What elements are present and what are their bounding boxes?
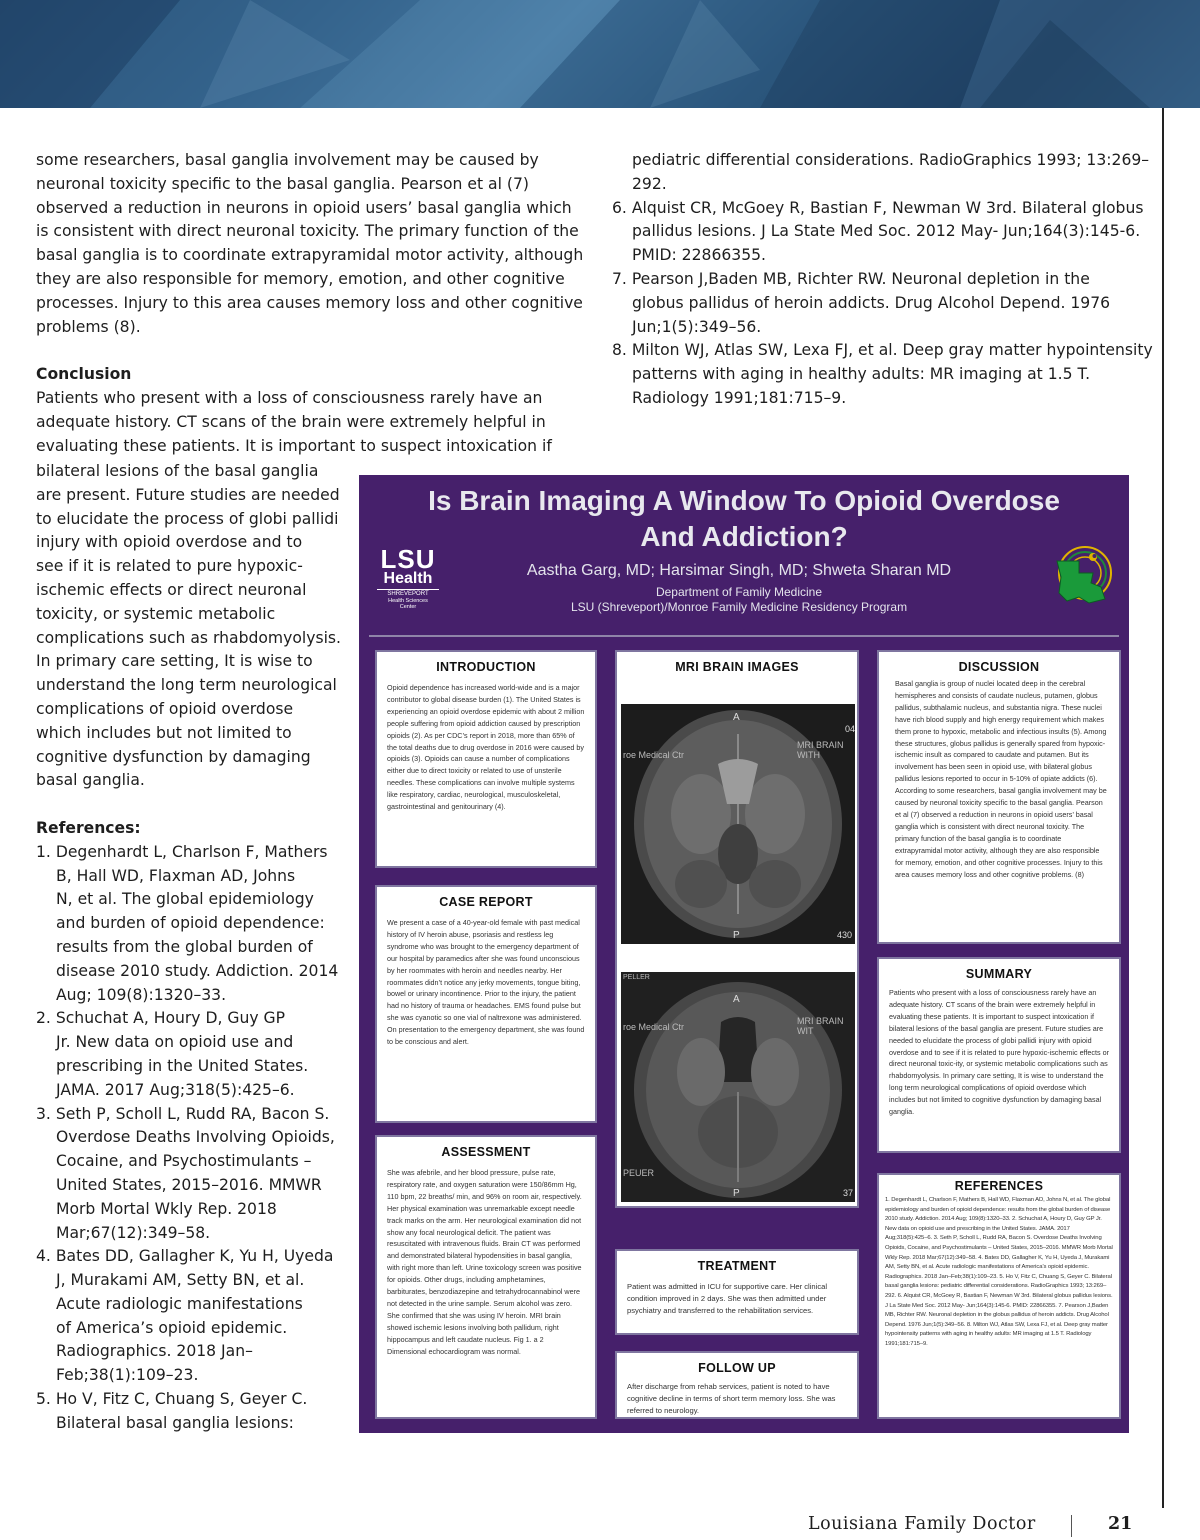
header-banner bbox=[0, 0, 1200, 108]
case-report-box bbox=[375, 885, 597, 1123]
body-line: complications such as rhabdomyolysis. bbox=[36, 628, 341, 647]
reference-line: Cocaine, and Psychostimulants – bbox=[56, 1152, 312, 1171]
discussion-title: DISCUSSION bbox=[958, 660, 1040, 674]
reference-line: Aug; 109(8):1320–33. bbox=[56, 985, 227, 1004]
body-line: ischemic effects or direct neuronal bbox=[36, 580, 307, 599]
mri-label: MRI BRAIN WITH bbox=[797, 740, 844, 760]
poster-title-line: And Addiction? bbox=[640, 521, 848, 552]
body-line: see if it is related to pure hypoxic- bbox=[36, 557, 303, 576]
reference-line: results from the global burden of bbox=[56, 937, 313, 956]
reference-line: prescribing in the United States. bbox=[56, 1056, 309, 1075]
mri-image-1 bbox=[621, 704, 855, 944]
body-line: bilateral lesions of the basal ganglia bbox=[36, 462, 319, 480]
logo-text: Health bbox=[383, 570, 433, 587]
logo-text: SHREVEPORT bbox=[377, 589, 439, 598]
body-line: Patients who present with a loss of consciousness rarely have an bbox=[36, 388, 543, 407]
research-poster bbox=[359, 475, 1129, 1433]
summary-text: Patients who present with a loss of consciousness rarely have an adequate history. CT scans of the brain were extremely helpful in evaluating these patients. It is important to suspect intoxication if bilateral lesions of the basal ganglia are present. Future studies are needed to elucidate the process of globi pallidi injury with opioid overdose and to see if it is related to pure hypoxic-ischemic effects or direct neuronal toxic-ity, or systemic metabolic complications such as rhabdomyolysis. In primary care setting, It is wise to understand the long term neurological complications of opioid overdose which includes but not limited to cognitive dysfunction by damaging basal ganglia. bbox=[889, 988, 1109, 1117]
case-report-title: CASE REPORT bbox=[439, 895, 533, 909]
reference-line: and burden of opioid dependence: bbox=[56, 914, 325, 933]
follow-up-title: FOLLOW UP bbox=[698, 1361, 776, 1375]
body-line: complications of opioid overdose bbox=[36, 699, 294, 718]
discussion-text: Basal ganglia is group of nuclei located deep in the cerebral hemispheres and consists of caudate nucleus, putamen, globus pallidus, subthalamic nucleus, and substantia nigra. These nuclei have rich blood supply and high energy requirement which makes them prone to hypoxic, metabolic and infectious insults (5). Among these structures, globus pallidus is generally spared from hypoxic-ischemic insult as compared to caudate and putamen. But its involvement has been seen in opioid use, with bilateral globus pallidus lesions reported to occur in 5-10% of opiate addicts (6). According to some researchers, basal ganglia involvement may be caused by neuronal toxicity specific to the basal ganglia. Pearson et al (7) observed a reduction in neurons in opioid users’ basal ganglia which is consistent with direct neuronal toxicity. The primary function of the basal ganglia is to coordinate extrapyramidal motor activity, although they are also responsible for memory, emotion, and other cognitive processes. Injury to this area causes memory loss and other cognitive problems. (8) bbox=[895, 679, 1107, 879]
reference-line: 8. Milton WJ, Atlas SW, Lexa FJ, et al. Deep gray matter hypointensity bbox=[612, 341, 1153, 360]
references-heading: References: bbox=[36, 818, 141, 837]
reference-line: 1. Degenhardt L, Charlson F, Mathers bbox=[36, 842, 328, 861]
reference-line: N, et al. The global epidemiology bbox=[56, 890, 314, 909]
reference-line: PMID: 22866355. bbox=[632, 246, 767, 265]
conclusion-heading: Conclusion bbox=[36, 365, 132, 384]
reference-line: 292. bbox=[632, 174, 667, 193]
poster-title-line: Is Brain Imaging A Window To Opioid Overdose bbox=[428, 485, 1060, 516]
discussion-box bbox=[877, 650, 1121, 944]
reference-line: patterns with aging in healthy adults: MR imaging at 1.5 T. bbox=[632, 365, 1091, 384]
body-line: some researchers, basal ganglia involvement may be caused by bbox=[36, 151, 539, 169]
treatment-title: TREATMENT bbox=[697, 1259, 777, 1273]
reference-line: Radiology 1991;181:715–9. bbox=[632, 388, 847, 407]
treatment-text: Patient was admitted in ICU for supportive care. Her clinical condition improved in 2 days. She was then admitted under psychiatry and transferred to the rehabilitation services. bbox=[627, 1282, 828, 1315]
body-line: injury with opioid overdose and to bbox=[36, 533, 303, 552]
body-line: neuronal toxicity specific to the basal ganglia. Pearson et al (7) bbox=[36, 174, 529, 193]
reference-line: of America’s opioid epidemic. bbox=[56, 1318, 288, 1337]
body-line: to elucidate the process of globi pallidi bbox=[36, 509, 339, 528]
assessment-text: She was afebrile, and her blood pressure, pulse rate, respiratory rate, and oxygen saturation were 150/86mm Hg, 110 bpm, 22 breaths/ min, and 96% on room air, respectively. Her physical examination was unremarkable except needle track marks on the arm. Her neurological examination did not show any focal neurological deficit. The patient was resuscitated with intravenous fluids. Brain CT was performed and demonstrated bilateral hypodensities in basal ganglia, with right more than left. Urine toxicology screen was positive for opioids. Other drugs, including amphetamines, barbiturates, benzodiazepine and tetrahydrocannabinol were not detected in the urine sample. Serum alcohol was zero. She confirmed that she was using IV heroin. MRI brain showed ischemic lesions involving both pallidum, right hippocampus and left caudate nucleus. Fig 1. a 2 Dimensional echocardiogram was normal. bbox=[387, 1168, 582, 1356]
mri-title: MRI BRAIN IMAGES bbox=[675, 660, 799, 674]
reference-line: Acute radiologic manifestations bbox=[56, 1294, 303, 1313]
reference-line: globus pallidus of heroin addicts. Drug Alcohol Depend. 1976 bbox=[632, 293, 1111, 312]
mri-image-2 bbox=[621, 972, 855, 1202]
body-line: problems (8). bbox=[36, 317, 141, 336]
article-column-left-bottom bbox=[36, 460, 348, 1436]
poster-authors: Aastha Garg, MD; Harsimar Singh, MD; Shweta Sharan MD bbox=[526, 562, 952, 579]
poster-divider bbox=[369, 635, 1119, 637]
poster-program: LSU (Shreveport)/Monroe Family Medicine Residency Program bbox=[570, 600, 908, 614]
banner-pattern bbox=[0, 0, 1200, 108]
body-line: evaluating these patients. It is important to suspect intoxication if bbox=[36, 436, 552, 455]
body-line: adequate history. CT scans of the brain were extremely helpful in bbox=[36, 412, 546, 431]
poster-references-title: REFERENCES bbox=[954, 1179, 1044, 1193]
mri-label: 430 bbox=[837, 930, 853, 940]
treatment-box bbox=[615, 1249, 859, 1335]
article-column-right bbox=[612, 149, 1157, 411]
reference-line: Morb Mortal Wkly Rep. 2018 bbox=[56, 1199, 277, 1218]
reference-line: Bilateral basal ganglia lesions: bbox=[56, 1413, 294, 1432]
reference-line: disease 2010 study. Addiction. 2014 bbox=[56, 961, 339, 980]
references-list-right bbox=[612, 149, 1157, 411]
body-line: cognitive dysfunction by damaging bbox=[36, 747, 311, 766]
logo-text: LSU bbox=[380, 544, 436, 574]
body-line: understand the long term neurological bbox=[36, 676, 337, 695]
summary-box bbox=[877, 957, 1121, 1153]
reference-line: Jr. New data on opioid use and bbox=[56, 1033, 294, 1052]
mri-images-box bbox=[615, 650, 859, 1208]
introduction-text: Opioid dependence has increased world-wide and is a major contributor to global disease burden (1). The United States is experiencing an opioid overdose epidemic with about 2 million people suffering from opioid addiction caused by prescription opioids (2). As per CDC’s report in 2018, more than 65% of the total deaths due to drug overdose in 2016 were caused by opioids (3). Opioids can cause a number of complications either due to direct toxicity or related to use of unsterile needles. These complications can involve multiple systems like respiratory, cardiac, neurological, musculoskeletal, gastrointestinal and genitourinary (4). bbox=[387, 683, 585, 812]
body-line: observed a reduction in neurons in opioid users’ basal ganglia which bbox=[36, 198, 572, 217]
reference-line: 2. Schuchat A, Houry D, Guy GP bbox=[36, 1009, 286, 1028]
follow-up-box bbox=[615, 1351, 859, 1419]
reference-line: pallidus lesions. J La State Med Soc. 2012 May- Jun;164(3):145-6. bbox=[632, 222, 1141, 241]
page-number: 21 bbox=[1108, 1514, 1133, 1534]
mri-label: 37 bbox=[843, 1188, 854, 1198]
reference-line: Mar;67(12):349–58. bbox=[56, 1223, 211, 1242]
reference-line: 5. Ho V, Fitz C, Chuang S, Geyer C. bbox=[36, 1390, 308, 1409]
case-report-text: We present a case of a 40-year-old female with past medical history of IV heroin abuse, psoriasis and restless leg syndrome who was brought to the emergency department of our hospital by paramedics after she was found unconscious by her roommates with heroin and needles nearby. Her roommates didn’t notice any jerky movements, tongue biting, bowel or urinary incontinence. Prior to the injury, the patient had no history of trauma or headaches. EMS found pulse but she was cyanotic so one vial of naltrexone was administered. On presentation to the emergency department, she was found to be conscious and alert. bbox=[387, 918, 585, 1047]
logo-text: Health Sciences bbox=[388, 598, 428, 604]
summary-title: SUMMARY bbox=[965, 967, 1033, 981]
mri-scan-graphic bbox=[621, 972, 855, 1202]
publication-name: Louisiana Family Doctor bbox=[808, 1514, 1036, 1534]
body-line: processes. Injury to this area causes memory loss and other cognitive bbox=[36, 293, 583, 312]
reference-line: JAMA. 2017 Aug;318(5):425–6. bbox=[56, 1080, 295, 1099]
reference-line: 6. Alquist CR, McGoey R, Bastian F, Newman W 3rd. Bilateral globus bbox=[612, 198, 1144, 217]
article-column-left-top bbox=[36, 149, 596, 458]
introduction-title: INTRODUCTION bbox=[436, 660, 536, 674]
mri-label: PEUER bbox=[623, 1168, 655, 1178]
lsu-health-logo bbox=[377, 544, 439, 610]
references-list-left bbox=[36, 841, 348, 1436]
louisiana-state-icon bbox=[1049, 543, 1115, 609]
mri-label: PELLER bbox=[623, 974, 650, 981]
mri-label: roe Medical Ctr bbox=[623, 750, 685, 760]
reference-line: pediatric differential considerations. RadioGraphics 1993; 13:269– bbox=[632, 151, 1150, 169]
reference-line: 7. Pearson J,Baden MB, Richter RW. Neuronal depletion in the bbox=[612, 269, 1090, 288]
poster-department: Department of Family Medicine bbox=[655, 585, 823, 599]
body-line: basal ganglia. bbox=[36, 771, 145, 790]
body-line: basal ganglia is to coordinate extrapyramidal motor activity, although bbox=[36, 246, 584, 265]
mri-label: roe Medical Ctr bbox=[623, 1022, 685, 1032]
body-line: which includes but not limited to bbox=[36, 723, 292, 742]
footer-separator bbox=[1071, 1515, 1072, 1537]
reference-line: Feb;38(1):109–23. bbox=[56, 1366, 199, 1385]
reference-line: Overdose Deaths Involving Opioids, bbox=[56, 1128, 335, 1147]
page-right-rule bbox=[1162, 108, 1164, 1508]
follow-up-text: After discharge from rehab services, patient is noted to have cognitive decline in terms of short term memory loss. She was referred to neurology. bbox=[627, 1382, 836, 1415]
introduction-box bbox=[375, 650, 597, 868]
reference-line: Radiographics. 2018 Jan– bbox=[56, 1342, 253, 1361]
body-line: they are also responsible for memory, emotion, and other cognitive bbox=[36, 269, 565, 288]
mri-label: P bbox=[733, 1188, 740, 1199]
body-line: toxicity, or systemic metabolic bbox=[36, 604, 276, 623]
mri-label: A bbox=[733, 712, 740, 723]
body-line: In primary care setting, It is wise to bbox=[36, 652, 313, 671]
poster-title bbox=[379, 483, 1109, 555]
assessment-title: ASSESSMENT bbox=[441, 1145, 531, 1159]
poster-references-text: 1. Degenhardt L, Charlson F, Mathers B, Hall WD, Flaxman AD, Johns N, et al. The global epidemiology and burden of opioid dependence: results from the global burden of disease 2010 study. Addiction. 2014 Aug; 109(8):1320–33. 2. Schuchat A, Houry D, Guy GP Jr. New data on opioid use and prescribing in the United States. JAMA. 2017 Aug;318(5):425–6. 3. Seth P, Scholl L, Rudd RA, Bacon S. Overdose Deaths Involving Opioids, Cocaine, and Psychostimulants – United States, 2015–2016. MMWR Morb Mortal Wkly Rep. 2018 Mar;67(12):349–58. 4. Bates DD, Gallagher K, Yu H, Uyeda J, Murakami AM, Setty BN, et al. Acute radiologic manifestations of America’s opioid epidemic. Radiographics. 2018 Jan–Feb;38(1):109–23. 5. Ho V, Fitz C, Chuang S, Geyer C. Bilateral basal ganglia lesions: pediatric differential considerations. RadioGraphics 1993; 13:269–292. 6. Alquist CR, McGoey R, Bastian F, Newman W 3rd. Bilateral globus pallidus lesions. J La State Med Soc. 2012 May- Jun;164(3):145-6. PMID: 22866355. 7. Pearson J,Baden MB, Richter RW. Neuronal depletion in the globus pallidus of heroin addicts. Drug Alcohol Depend. 1976 Jun;1(5):349–56. 8. Milton WJ, Atlas SW, Lexa FJ, et al. Deep gray matter hypointensity patterns with aging in healthy adults: MR imaging at 1.5 T. Radiology 1991;181:715–9. bbox=[885, 1197, 1113, 1347]
mri-label: A bbox=[733, 994, 740, 1005]
mri-label: 04 bbox=[845, 724, 856, 734]
logo-text: Center bbox=[399, 604, 417, 610]
assessment-box bbox=[375, 1135, 597, 1419]
reference-line: United States, 2015–2016. MMWR bbox=[56, 1175, 322, 1194]
reference-line: J, Murakami AM, Setty BN, et al. bbox=[56, 1271, 305, 1290]
reference-line: Jun;1(5):349–56. bbox=[632, 317, 762, 336]
reference-line: B, Hall WD, Flaxman AD, Johns bbox=[56, 866, 296, 885]
poster-references-box bbox=[877, 1173, 1121, 1419]
reference-line: 3. Seth P, Scholl L, Rudd RA, Bacon S. bbox=[36, 1104, 330, 1123]
reference-line: 4. Bates DD, Gallagher K, Yu H, Uyeda bbox=[36, 1247, 334, 1266]
body-line: is consistent with direct neuronal toxicity. The primary function of the bbox=[36, 222, 579, 241]
body-line: are present. Future studies are needed bbox=[36, 485, 340, 504]
mri-label: P bbox=[733, 930, 740, 941]
mri-label: MRI BRAIN WIT bbox=[797, 1016, 844, 1036]
